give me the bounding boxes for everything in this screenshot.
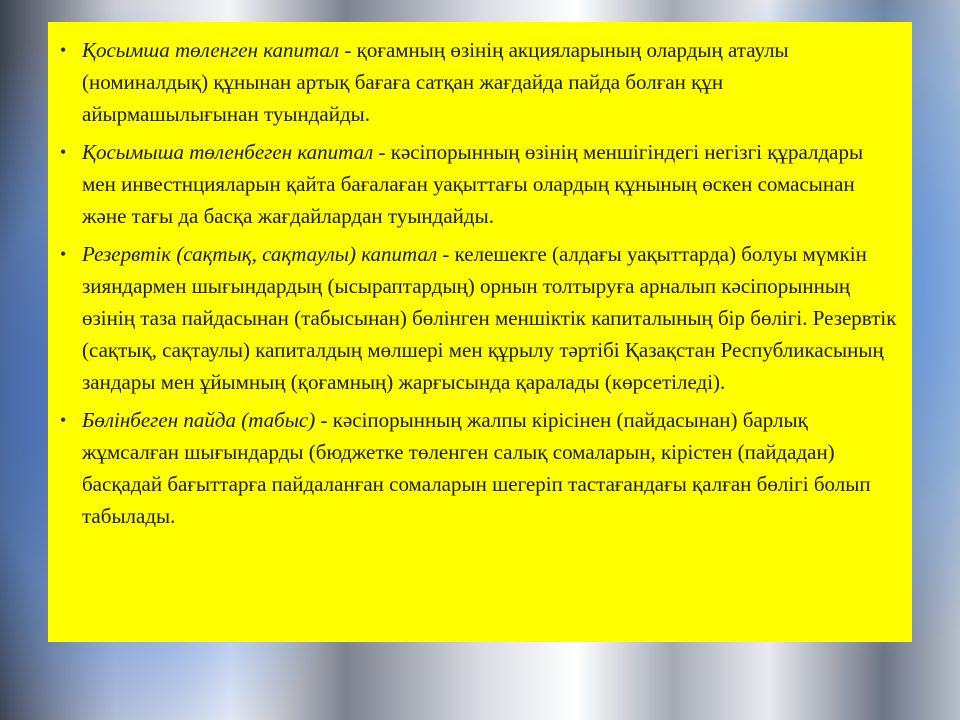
list-item xyxy=(60,34,898,130)
definition-text: - қоғамның өзінің акцияларының олардың атаулы (номиналдық) құнынан артық бағаға сатқан жағдайда пайда болған құн айырмашылығынан туындайды. xyxy=(82,38,789,126)
definition-text: - кәсіпорынның жалпы кірісінен (пайдасынан) барлық жұмсалған шығындарды (бюджетке төленген салық сомаларын, кірістен (пайдадан) басқадай бағыттарға пайдаланған сомаларын шегеріп тастағандағы қалған бөлігі болып табылады. xyxy=(82,408,871,528)
bullet-icon: • xyxy=(60,40,67,60)
list-item xyxy=(60,136,898,232)
definition-text: - кәсіпорынның өзінің меншігіндегі негізгі құралдары мен инвестнцияларын қайта бағалаған уақыттағы олардың құнының өскен сомасынан және тағы да басқа жағдайлардан туындайды. xyxy=(82,140,864,228)
bullet-icon: • xyxy=(60,244,67,264)
term-label: Резервтік (сақтық, сақтаулы) капитал xyxy=(82,242,438,266)
bullet-list xyxy=(60,34,898,532)
term-label: Бөлінбеген пайда (табыс) xyxy=(82,408,316,432)
term-label: Қосымыша төленбеген капитал xyxy=(82,140,374,164)
bullet-icon: • xyxy=(60,410,67,430)
slide-content-panel xyxy=(48,22,912,642)
bullet-icon: • xyxy=(60,142,67,162)
list-item xyxy=(60,404,898,532)
list-item xyxy=(60,238,898,398)
definition-text: - келешекге (алдағы уақыттарда) болуы мүмкін зияндармен шығындардың (ысыраптардың) орнын толтыруға арналып кәсіпорынның өзінің таза пайдасынан (табысынан) бөлінген меншіктік капиталының бір бөлігі. Резервтік (сақтық, сақтаулы) капиталдың мөлшері мен құрылу тәртібі Қазақстан Республикасының зандары мен ұйымның (қоғамның) жарғысында қаралады (көрсетіледі). xyxy=(82,242,897,394)
term-label: Қосымша төленген капитал xyxy=(82,38,340,62)
